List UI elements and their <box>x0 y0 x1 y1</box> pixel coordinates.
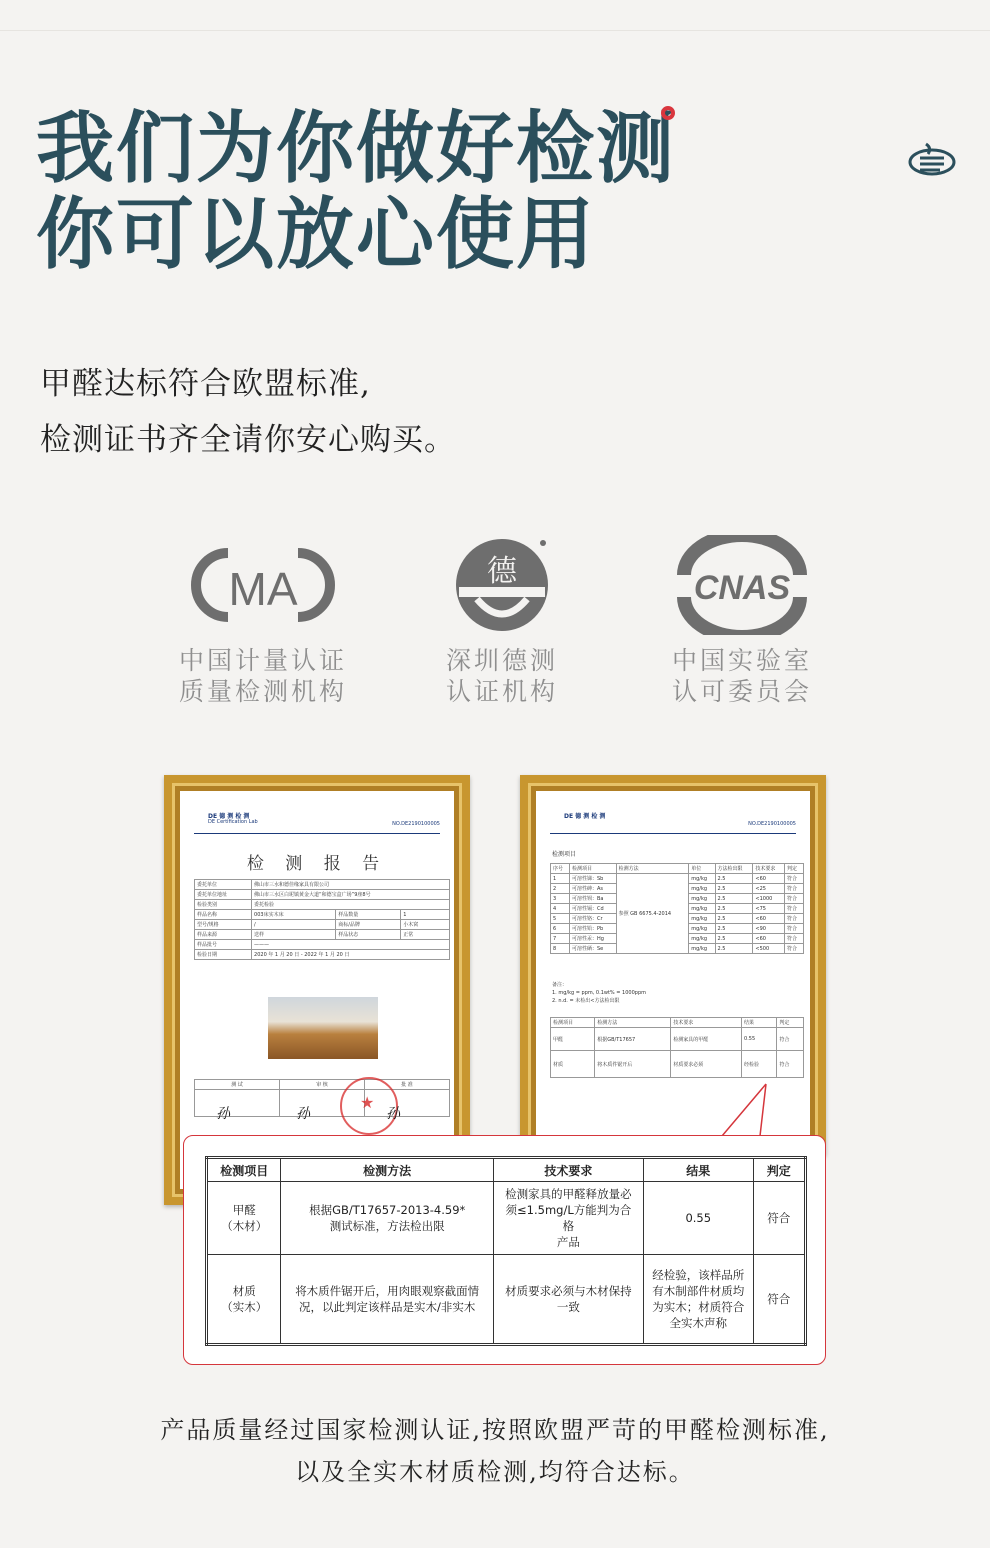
intro-line-2: 检测证书齐全请你安心购买。 <box>40 422 456 458</box>
de-caption-2: 认证机构 <box>445 677 558 706</box>
certificate-1-brand-en: DE Certification Lab <box>208 819 258 825</box>
row-item: 材质 （实木） <box>207 1255 281 1345</box>
col-result: 结果 <box>643 1158 753 1182</box>
certificate-2-header <box>550 811 796 833</box>
certificate-1-header <box>194 811 440 833</box>
certificate-1-brand: DE 德 测 检 测 <box>208 813 250 820</box>
cma-caption-2: 质量检测机构 <box>178 677 347 706</box>
col-method: 检测方法 <box>281 1158 493 1182</box>
headline-line-1: 我们为你做好检测 <box>36 103 677 194</box>
col-verdict: 判定 <box>753 1158 805 1182</box>
cnas-caption-2: 认可委员会 <box>671 677 812 706</box>
de-caption-1: 深圳德测 <box>445 646 558 675</box>
decorative-ring-icon <box>661 106 675 120</box>
cma-logo-block <box>143 535 383 707</box>
cma-logo-mark: MA <box>228 563 298 615</box>
certificate-2-brand: DE 德 测 检 测 <box>564 813 606 820</box>
cnas-logo-block <box>622 535 862 707</box>
certificate-paper-1 <box>186 797 448 1183</box>
col-requirement: 技术要求 <box>493 1158 643 1182</box>
outro-line-2: 以及全实木材质检测,均符合达标。 <box>295 1458 695 1486</box>
de-certification-logo-icon <box>447 535 557 635</box>
row-method: 根据GB/T17657-2013-4.59* 测试标准，方法检出限 <box>281 1182 493 1255</box>
intro-line-1: 甲醛达标符合欧盟标准, <box>40 366 371 402</box>
certificate-2-header-rule <box>550 833 796 834</box>
cma-logo-icon <box>188 535 338 635</box>
cnas-caption-1: 中国实验室 <box>671 646 812 675</box>
cnas-logo-mark: CNAS <box>693 569 791 607</box>
certificate-1-info-table: 委托单位 佛山市三水和德佳缘家具有限公司 委托单位地址 佛山市三水区白坭镇黄金大道“和德宝盒广场”9座8号 检验类别 委托检验 样品名称 003床实木床 样品数量 1 型号/规格 / 商标/品牌 小木窝 样品来源 送样 样品状态 正常 样品批号 ——— 检验日期 2020 年 1 月 20 日 - 2022 年 1 月 20 日 <box>194 879 450 960</box>
row-verdict: 符合 <box>753 1182 805 1255</box>
certificate-1-title: 检 测 报 告 <box>246 854 388 874</box>
formaldehyde-result-table <box>205 1156 807 1346</box>
outro-line-1: 产品质量经过国家检测认证,按照欧盟严苛的甲醛检测标准, <box>160 1416 830 1444</box>
certificate-2-report-no: NO.DE2190100005 <box>748 821 796 827</box>
fist-icon <box>906 140 956 180</box>
certificate-2-formaldehyde-table: 检测项目 检测方法 技术要求 结果 判定 甲醛 根据GB/T17657 检测家具的甲醛 0.55 符合 材质 将木质件锯开后 材质要求必须 经检验 符合 <box>550 1017 804 1078</box>
certificate-1-sign-table: 测 试 审 核 批 准 <box>194 1079 450 1117</box>
bed-product-photo <box>268 997 378 1059</box>
de-logo-block <box>382 535 622 707</box>
row-item: 甲醛 （木材） <box>207 1182 281 1255</box>
cma-caption-1: 中国计量认证 <box>178 646 347 675</box>
row-result: 经检验，该样品所 有木制部件材质均 为实木；材质符合 全实木声称 <box>643 1255 753 1345</box>
top-divider <box>0 30 990 31</box>
signature-tester: 孙 <box>216 1106 230 1122</box>
row-result: 0.55 <box>643 1182 753 1255</box>
certificate-2-section-title: 检测项目 <box>552 851 577 858</box>
headline-line-2: 你可以放心使用 <box>36 189 597 280</box>
table-row <box>207 1255 806 1345</box>
certificate-1-header-rule <box>194 833 440 834</box>
row-requirement: 材质要求必须与木材保持 一致 <box>493 1255 643 1345</box>
table-row <box>207 1182 806 1255</box>
signature-approver: 孙 <box>386 1106 400 1122</box>
row-verdict: 符合 <box>753 1255 805 1345</box>
zoom-callout-pointer <box>700 1080 820 1140</box>
cnas-logo-icon <box>672 535 812 635</box>
row-requirement: 检测家具的甲醛释放量必 须≤1.5mg/L方能判为合格 产品 <box>493 1182 643 1255</box>
de-logo-mark: 德 <box>487 554 517 589</box>
certificate-2-results-table: 序号 检测项目 检测方法 单位 方法检出限 技术要求 判定 1 可溶性锑：Sb 参照 GB 6675.4-2014 mg/kg 2.5 <60 符合 2 可溶性砷：As mg/kg 2.5 <25 符合 3 可溶性钡：Ba mg/kg 2.5 <1000 符合 4 可溶性镉：Cd mg/kg 2.5 <75 符合 5 可溶性铬：Cr mg/kg 2.5 <60 符合 6 可溶性铅：Pb mg/kg 2.5 <90 符合 7 可溶性汞：Hg mg/kg 2.5 <60 符合 8 可溶性硒：Se mg/kg 2.5 <500 符合 <box>550 863 804 954</box>
row-method: 将木质件锯开后，用肉眼观察截面情 况，以此判定该样品是实木/非实木 <box>281 1255 493 1345</box>
signature-reviewer: 孙 <box>296 1106 310 1122</box>
col-item: 检测项目 <box>207 1158 281 1182</box>
certificate-2-notes: 备注： 1. mg/kg = ppm, 0.1wt% = 1000ppm 2. n.d. = 未检出<方法检出限 <box>552 982 646 1004</box>
certificate-1-report-no: NO.DE2190100005 <box>392 821 440 827</box>
